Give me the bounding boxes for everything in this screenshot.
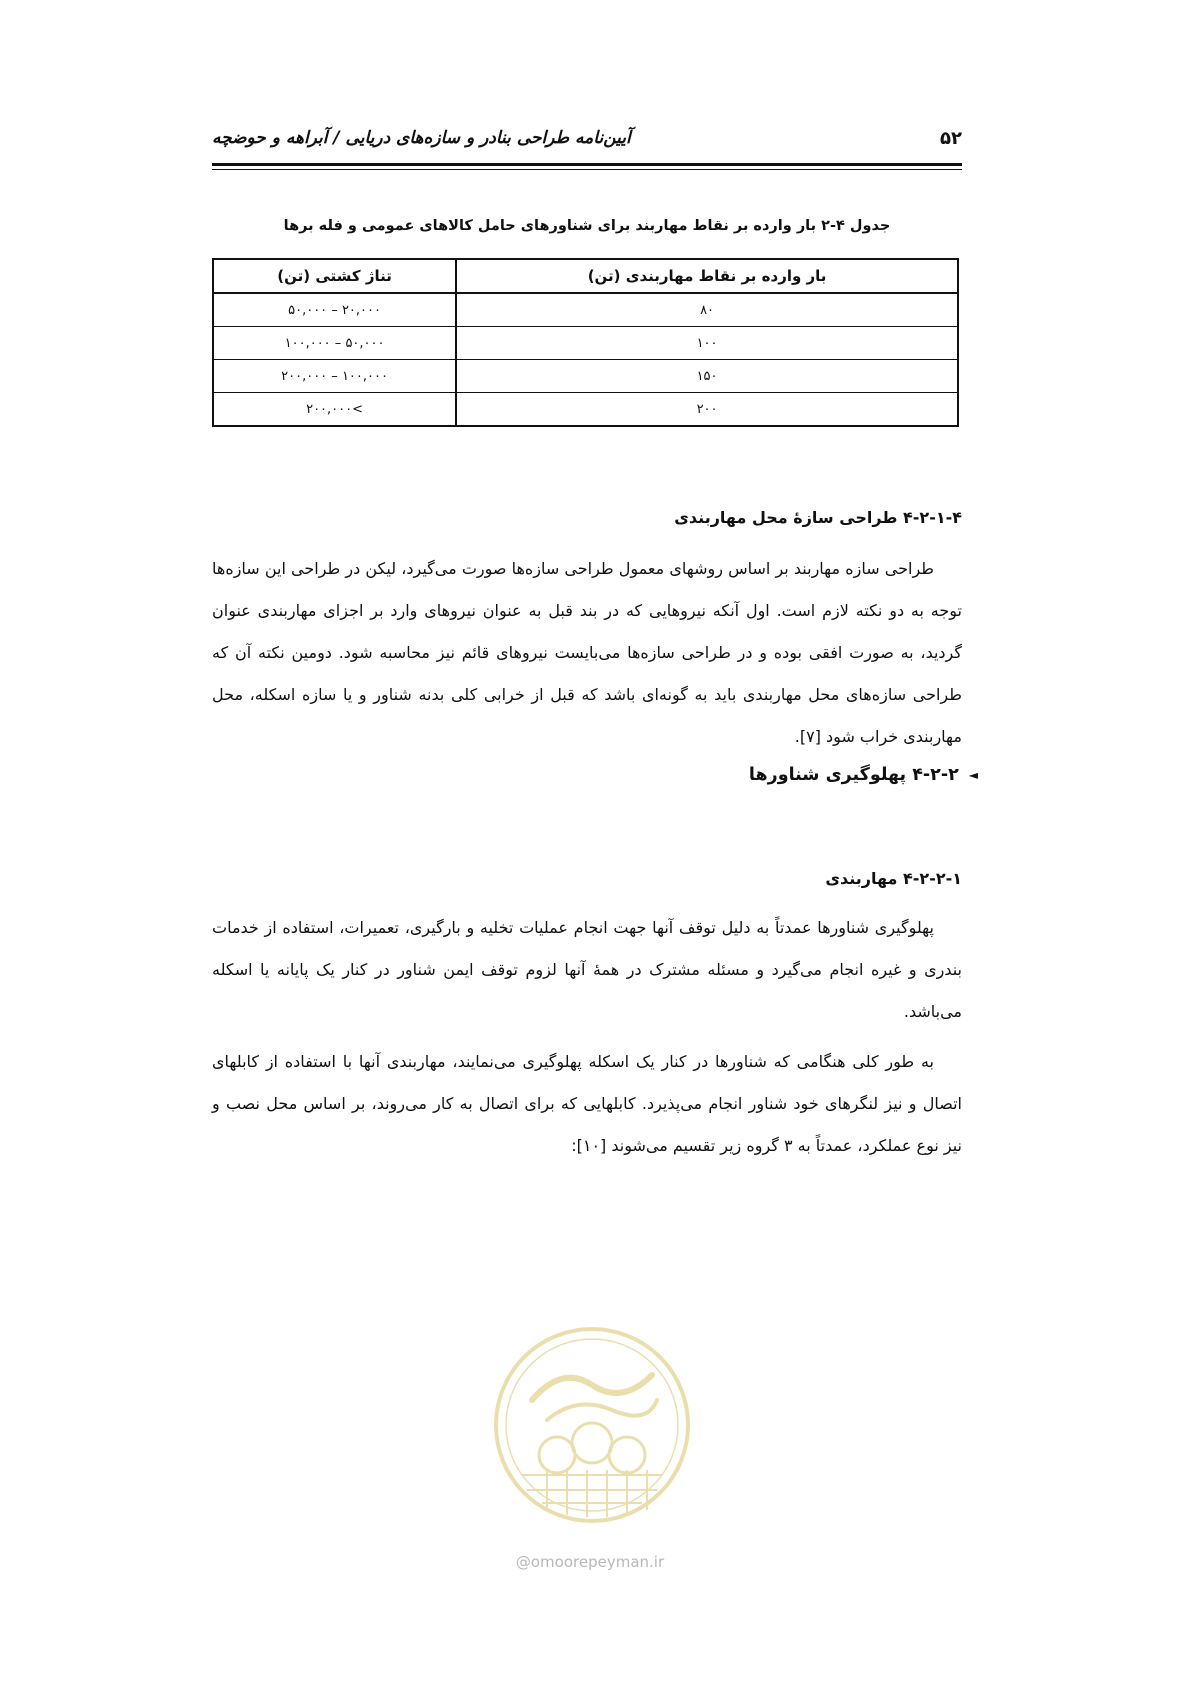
table-row <box>213 327 958 360</box>
table-header-row <box>213 259 958 293</box>
section-paragraph-mooring-2 <box>212 1041 962 1167</box>
cell-load: ۱۵۰ <box>456 360 958 393</box>
section-heading-structure-design: ۴-۲-۱-۴ طراحی سازهٔ محل مهاربندی <box>674 508 962 527</box>
section-heading-mooring: ۴-۲-۲-۱ مهاربندی <box>825 869 962 888</box>
header-rule-thick <box>212 163 962 166</box>
heading-text: ۴-۲-۲ پهلوگیری شناورها <box>748 765 959 785</box>
header-mooring-load: بار وارده بر نقاط مهاربندی (تن) <box>456 259 958 293</box>
table-caption: جدول ۴-۲ بار وارده بر نقاط مهاربند برای شناورهای حامل کالاهای عمومی و فله برها <box>283 218 891 234</box>
section-paragraph-mooring-1 <box>212 907 962 1033</box>
cell-tonnage: >۲۰۰,۰۰۰ <box>213 393 456 427</box>
paragraph-text: طراحی سازه مهاربند بر اساس روشهای معمول طراحی سازه‌ها صورت می‌گیرد، لیکن در طراحی این سازه‌ها توجه به دو نکته لازم است. اول آنکه نیروهایی که در بند قبل به عنوان نیروهای وارد بر اجزای مهاربندی عنوان گردید، به صورت افقی بوده و در طراحی سازه‌ها می‌بایست نیروهای قائم نیز محاسبه شود. دومین نکته آن که طراحی سازه‌های محل مهاربندی باید به گونه‌ای باشد که قبل از خرابی کلی بدنه شناور و یا سازه اسکله، محل مهاربندی خراب شود [۷]. <box>212 559 962 746</box>
header-ship-tonnage: تناژ کشتی (تن) <box>213 259 456 293</box>
mooring-load-table <box>212 258 959 427</box>
header-rule-thin <box>212 169 962 170</box>
table-row <box>213 360 958 393</box>
cell-load: ۱۰۰ <box>456 327 958 360</box>
cell-tonnage: ۲۰,۰۰۰ – ۵۰,۰۰۰ <box>213 293 456 327</box>
table-row <box>213 393 958 427</box>
watermark-url: @omoorepeyman.ir <box>515 1553 665 1571</box>
section-heading-berthing <box>749 765 978 785</box>
cell-tonnage: ۱۰۰,۰۰۰ – ۲۰۰,۰۰۰ <box>213 360 456 393</box>
cell-load: ۸۰ <box>456 293 958 327</box>
watermark-logo-icon <box>492 1325 692 1525</box>
page-number: ۵۲ <box>940 128 962 149</box>
cell-load: ۲۰۰ <box>456 393 958 427</box>
page-header <box>212 128 962 168</box>
section-paragraph-structure-design <box>212 548 962 758</box>
running-title: آیین‌نامه طراحی بنادر و سازه‌های دریایی / آبراهه و حوضچه <box>212 128 631 148</box>
paragraph-text: پهلوگیری شناورها عمدتاً به دلیل توقف آنها جهت انجام عملیات تخلیه و بارگیری، تعمیرات، استفاده از خدمات بندری و غیره انجام می‌گیرد و مسئله مشترک در همهٔ آنها لزوم توقف ایمن شناور در کنار یک پایانه یا اسکله می‌باشد. <box>212 918 962 1021</box>
table-row <box>213 293 958 327</box>
bullet-arrow-icon: ◄ <box>968 768 978 782</box>
cell-tonnage: ۵۰,۰۰۰ – ۱۰۰,۰۰۰ <box>213 327 456 360</box>
paragraph-text: به طور کلی هنگامی که شناورها در کنار یک اسکله پهلوگیری می‌نمایند، مهاربندی آنها با استفاده از کابلهای اتصال و نیز لنگرهای خود شناور انجام می‌پذیرد. کابلهایی که برای اتصال به کار می‌روند، بر اساس محل نصب و نیز نوع عملکرد، عمدتاً به ۳ گروه زیر تقسیم می‌شوند [۱۰]: <box>212 1052 962 1155</box>
